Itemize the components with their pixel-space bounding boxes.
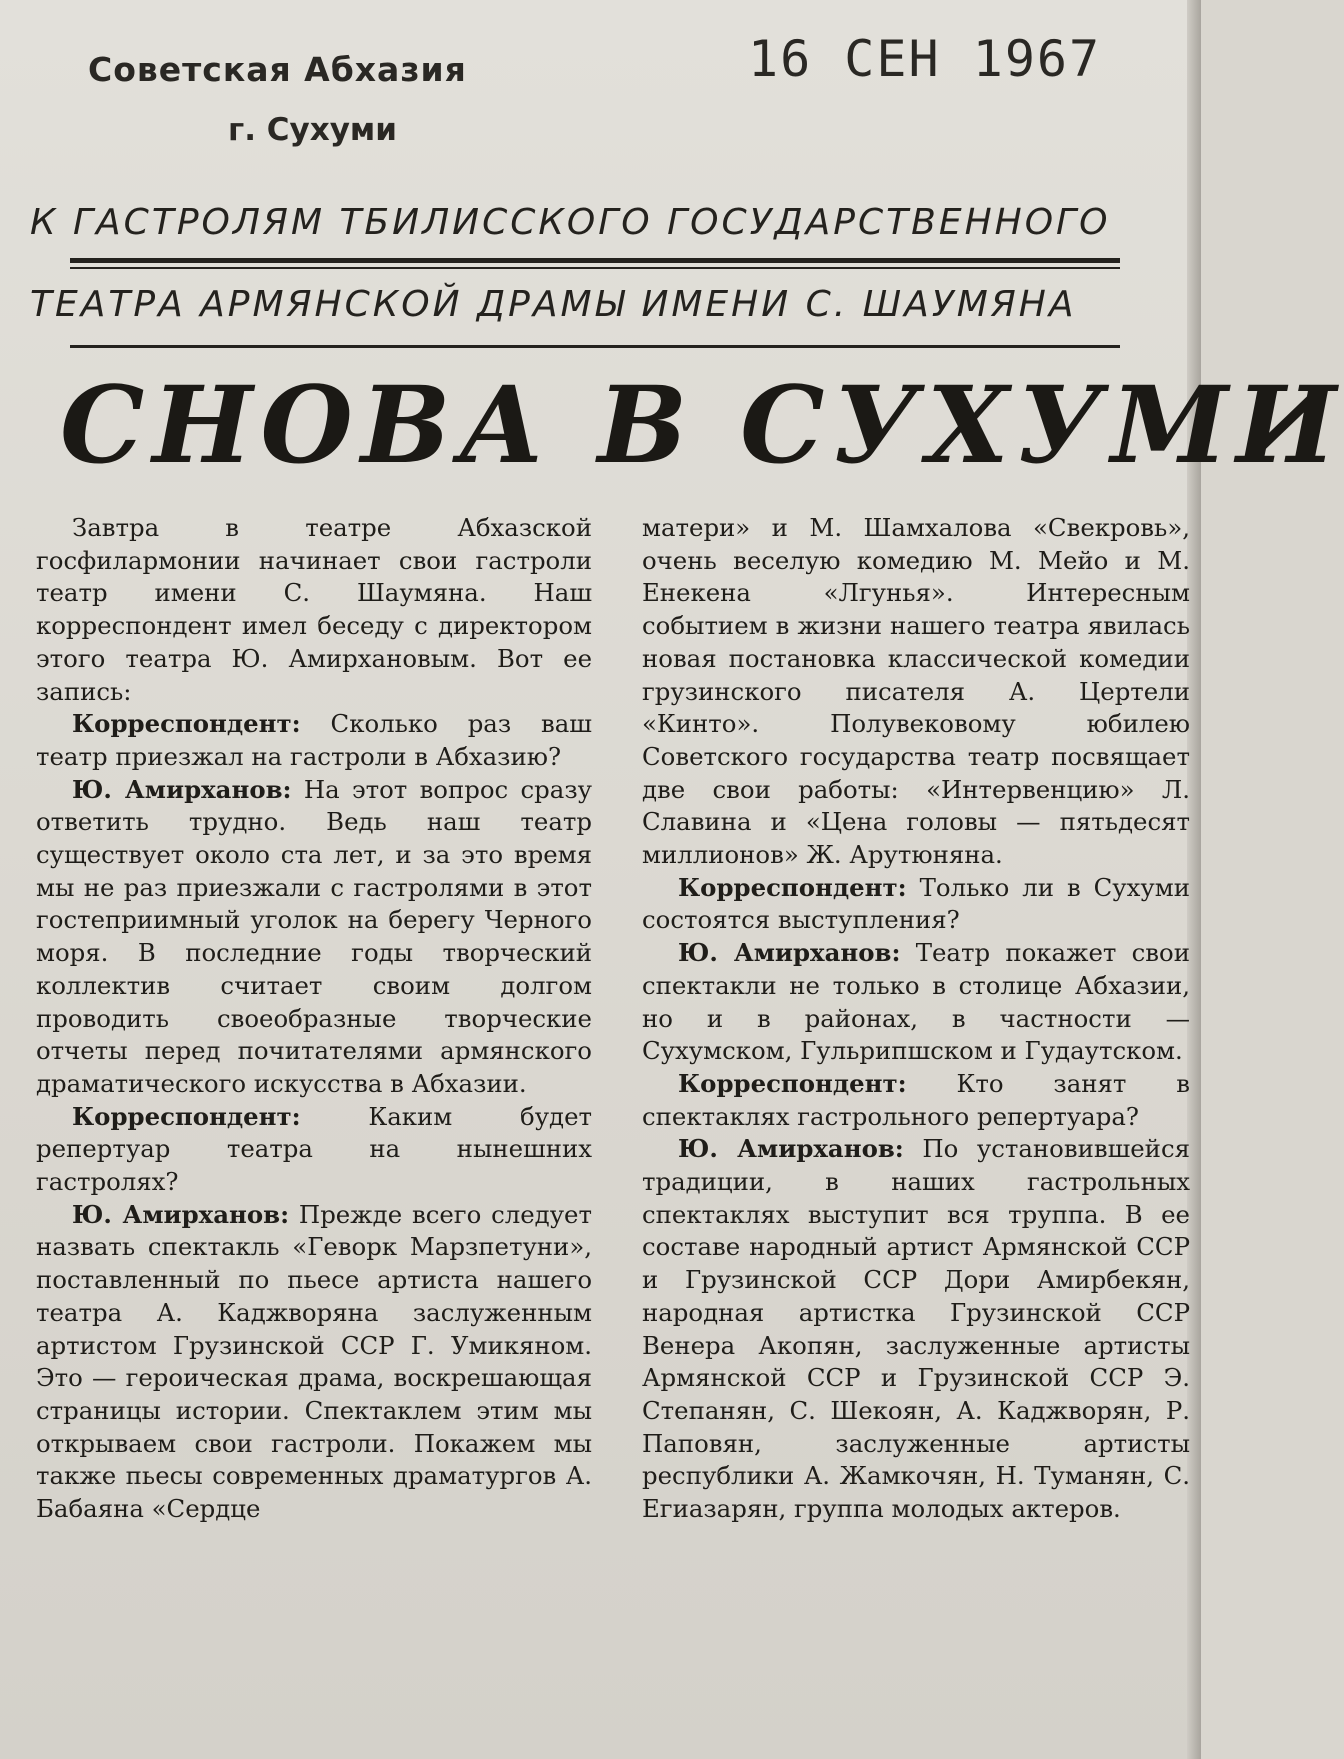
article-paragraph [36, 1199, 592, 1526]
newspaper-stamp: Советская Абхазия [88, 50, 467, 89]
speaker-label: Ю. Амирханов: [678, 938, 901, 968]
speaker-label: Ю. Амирханов: [72, 1199, 290, 1229]
article-paragraph [642, 1133, 1190, 1525]
paragraph-text: Кто занят в спектаклях гастрольного репертуара? [642, 1068, 1190, 1131]
article-paragraph [36, 1101, 592, 1199]
divider-rule [70, 258, 1120, 263]
speaker-label: Корреспондент: [72, 709, 301, 739]
speaker-label: Ю. Амирханов: [678, 1134, 904, 1164]
headline: СНОВА В СУХУМИ [60, 362, 1344, 487]
city-stamp: г. Сухуми [228, 112, 397, 148]
paragraph-text: Сколько раз ваш театр приезжал на гастроли в Абхазию? [36, 709, 592, 771]
kicker-line-2: ТЕАТРА АРМЯНСКОЙ ДРАМЫ ИМЕНИ С. ШАУМЯНА [30, 284, 1077, 325]
date-stamp: 16 СЕН 1967 [748, 30, 1102, 88]
paragraph-text: Театр покажет свои спектакли не только в столице Абхазии, но и в районах, в частности — Сухумском, Гульрипшском и Гудаутском. [642, 938, 1190, 1066]
article-column-right [642, 512, 1190, 1526]
speaker-label: Ю. Амирханов: [72, 774, 292, 804]
speaker-label: Корреспондент: [678, 872, 907, 902]
article-paragraph [642, 937, 1190, 1068]
article-paragraph [642, 512, 1190, 872]
paragraph-text: Прежде всего следует назвать спектакль «Геворк Марзпетуни», поставленный по пьесе артиста нашего театра А. Каджворяна заслуженным артистом Грузинской ССР Г. Умикяном. Это — героическая драма, воскрешающая страницы истории. Спектаклем этим мы открываем свои гастроли. Покажем мы также пьесы современных драматургов А. Бабаяна «Сердце [36, 1199, 592, 1524]
speaker-label: Корреспондент: [678, 1068, 907, 1098]
divider-rule-lower [70, 345, 1120, 348]
kicker-line-1: К ГАСТРОЛЯМ ТБИЛИССКОГО ГОСУДАРСТВЕННОГО [30, 202, 1111, 243]
paragraph-text: Завтра в театре Абхазской госфилармонии начинает свои гастроли театр имени С. Шаумяна. Наш корреспондент имел беседу с директором этого театра Ю. Амирхановым. Вот ее запись: [36, 513, 592, 706]
article-paragraph [36, 708, 592, 773]
article-paragraph [642, 872, 1190, 937]
paragraph-text: матери» и М. Шамхалова «Свекровь», очень веселую комедию М. Мейо и М. Енекена «Лгунья». Интересным событием в жизни нашего театра явилась новая постановка классической комедии грузинского писателя А. Цертели «Кинто». Полувековому юбилею Советского государства театр посвящает две свои работы: «Интервенцию» Л. Славина и «Цена головы — пятьдесят миллионов» Ж. Арутюняна. [642, 513, 1190, 870]
article-paragraph [36, 512, 592, 708]
paragraph-text: Каким будет репертуар театра на нынешних гастролях? [36, 1101, 592, 1197]
article-column-left [36, 512, 592, 1526]
paragraph-text: Только ли в Сухуми состоятся выступления? [642, 872, 1190, 935]
article-paragraph [36, 774, 592, 1101]
speaker-label: Корреспондент: [72, 1101, 301, 1131]
paragraph-text: На этот вопрос сразу ответить трудно. Ведь наш театр существует около ста лет, и за это время мы не раз приезжали с гастролями в этот гостеприимный уголок на берегу Черного моря. В последние годы творческий коллектив считает своим долгом проводить своеобразные творческие отчеты перед почитателями армянского драматического искусства в Абхазии. [36, 774, 592, 1098]
divider-rule-thin [70, 267, 1120, 269]
paragraph-text: По установившейся традиции, в наших гастрольных спектаклях выступит вся труппа. В ее составе народный артист Армянской ССР и Грузинской ССР Дори Амирбекян, народная артистка Грузинской ССР Венера Акопян, заслуженные артисты Армянской ССР и Грузинской ССР Э. Степанян, С. Шекоян, А. Каджворян, Р. Паповян, заслуженные артисты республики А. Жамкочян, Н. Туманян, С. Егиазарян, группа молодых актеров. [642, 1134, 1190, 1524]
article-paragraph [642, 1068, 1190, 1133]
